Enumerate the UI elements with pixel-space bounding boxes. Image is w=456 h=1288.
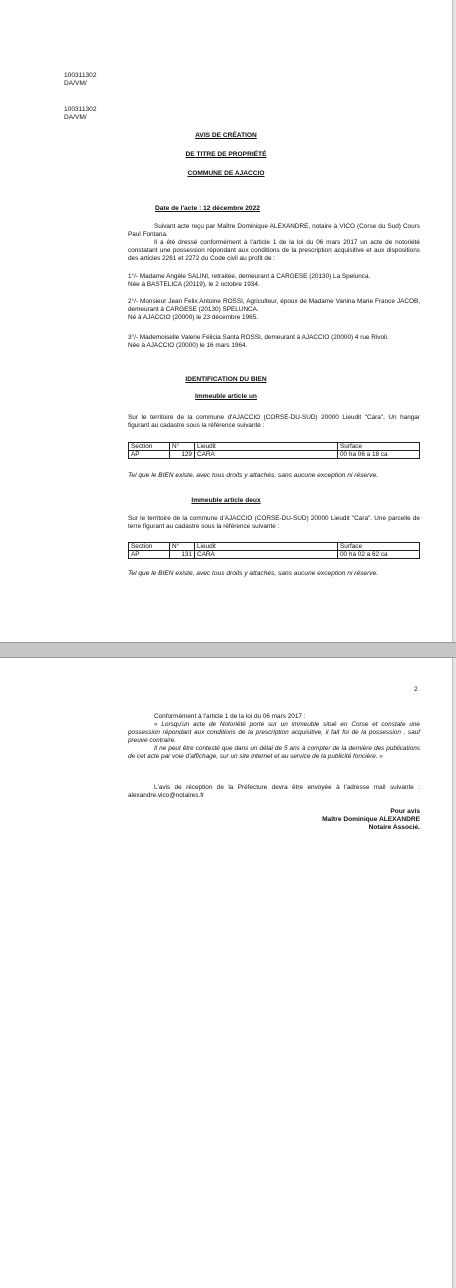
beneficiary-identity: 3°/- Mademoiselle Valerie Félicia Santa ROSSI, demeurant à AJACCIO (20000) 4 rue Rivoli. <box>128 334 389 341</box>
beneficiary <box>128 298 420 322</box>
page-number: 2 <box>414 686 418 693</box>
intro-section <box>128 223 420 263</box>
law-quote: Il ne peut être contesté que dans un délai de 5 ans à compter de la dernière des publications de cet acte par voie d'affichage, sur un site internet et au service de la publicité foncière. » <box>128 745 420 760</box>
table-cell: CARA <box>195 551 338 559</box>
table-row <box>129 551 420 559</box>
column-header: Lieudit <box>195 443 338 451</box>
beneficiary-identity: 2°/- Monsieur Jean Felix Antoine ROSSI, Agriculteur, époux de Madame Vanina Marie France JACOB, demeurant à CARGESE (20130) SPELUNCA. <box>128 298 420 313</box>
column-header: Lieudit <box>195 543 338 551</box>
reserve-note: Tel que le BIEN existe, avec tous droits y attachés, sans aucune exception ni réserve. <box>128 570 379 577</box>
beneficiary-identity: 1°/- Madame Angèle SALINI, retraitée, demeurant à CARGESE (20130) La Spelunca. <box>128 273 371 280</box>
table-cell: AP <box>129 451 170 459</box>
column-header: Surface <box>338 543 420 551</box>
beneficiary-birth: Née à BASTELICA (20119), le 2 octobre 1934. <box>128 281 260 288</box>
page-separator <box>0 642 456 658</box>
property-description: Sur le territoire de la commune d'AJACCIO (CORSE-DU-SUD) 20000 Lieudit "Cara", Un hangar figurant au cadastre sous la référence suivante : <box>128 414 420 429</box>
initials: DA/VM/ <box>64 80 87 87</box>
law-quote: « Lorsqu'un acte de Notoriété porte sur un immeuble situé en Corse et constate une possession répondant aux conditions de la prescription acquisitive, il fait foi de la possession , sauf preuve contraire. <box>128 721 420 744</box>
signature-name: Maître Dominique ALEXANDRE <box>322 816 420 823</box>
table-cell: CARA <box>195 451 338 459</box>
column-header: Section <box>129 443 170 451</box>
property-description: Sur le territoire de la commune d'AJACCIO (CORSE-DU-SUD) 20000 Lieudit "Cara". Une parcelle de terre figurant au cadastre sous la référence suivante : <box>128 515 420 530</box>
table-cell: 131 <box>170 551 195 559</box>
reserve-note: Tel que le BIEN existe, avec tous droits y attachés, sans aucune exception ni réserve. <box>128 472 379 479</box>
property-heading: Immeuble article deux <box>191 497 261 504</box>
title-commune: COMMUNE DE AJACCIO <box>187 170 265 177</box>
intro-paragraph: Suivant acte reçu par Maître Dominique ALEXANDRE, notaire à VICO (Corse du Sud) Cours Paul Fontana. <box>128 223 420 238</box>
receipt-notice <box>128 784 420 800</box>
cadastre-table <box>128 442 420 459</box>
beneficiary <box>128 334 420 350</box>
reference-number: 100311302 <box>64 72 97 79</box>
column-header: N° <box>170 543 195 551</box>
column-header: N° <box>170 443 195 451</box>
cadastre-table <box>128 542 420 559</box>
legal-text <box>128 713 420 761</box>
identification-heading: IDENTIFICATION DU BIEN <box>185 376 267 383</box>
document-page-2 <box>0 658 453 1288</box>
initials: DA/VM/ <box>64 114 87 121</box>
signature-title: Notaire Associé. <box>368 824 420 831</box>
table-header-row <box>129 543 420 551</box>
title-avis-creation: AVIS DE CRÉATION <box>195 132 257 139</box>
beneficiary <box>128 273 420 289</box>
act-date: Date de l'acte : 12 décembre 2022 <box>155 205 260 212</box>
table-cell: 00 ha 02 a 62 ca <box>338 551 420 559</box>
signature-pour-avis: Pour avis <box>390 808 420 815</box>
document-page-1 <box>0 0 453 642</box>
law-reference: Conformément à l'article 1 de la loi du 06 mars 2017 : <box>154 713 306 720</box>
table-cell: 129 <box>170 451 195 459</box>
table-cell: AP <box>129 551 170 559</box>
beneficiary-birth: Née à AJACCIO (20000) le 16 mars 1964. <box>128 342 248 349</box>
receipt-paragraph: L'avis de réception de la Préfecture devra être envoyée à l'adresse mail suivante : alexandre.vico@notaires.fr <box>128 784 420 799</box>
column-header: Surface <box>338 443 420 451</box>
reference-number: 100311302 <box>64 106 97 113</box>
property-heading: Immeuble article un <box>195 393 257 400</box>
beneficiary-birth: Né à AJACCIO (20000) le 23 décembre 1965. <box>128 314 259 321</box>
table-cell: 00 ha 06 a 18 ca <box>338 451 420 459</box>
table-row <box>129 451 420 459</box>
title-titre-propriete: DE TITRE DE PROPRIÉTÉ <box>185 151 267 158</box>
intro-paragraph: Il a été dressé conformément à l'article 1 de la loi du 06 mars 2017 un acte de notoriété constatant une possession répondant aux conditions de la prescription acquisitive et aux dispositions des articles 2261 et 2272 du Code civil au profit de : <box>128 239 420 262</box>
column-header: Section <box>129 543 170 551</box>
table-header-row <box>129 443 420 451</box>
